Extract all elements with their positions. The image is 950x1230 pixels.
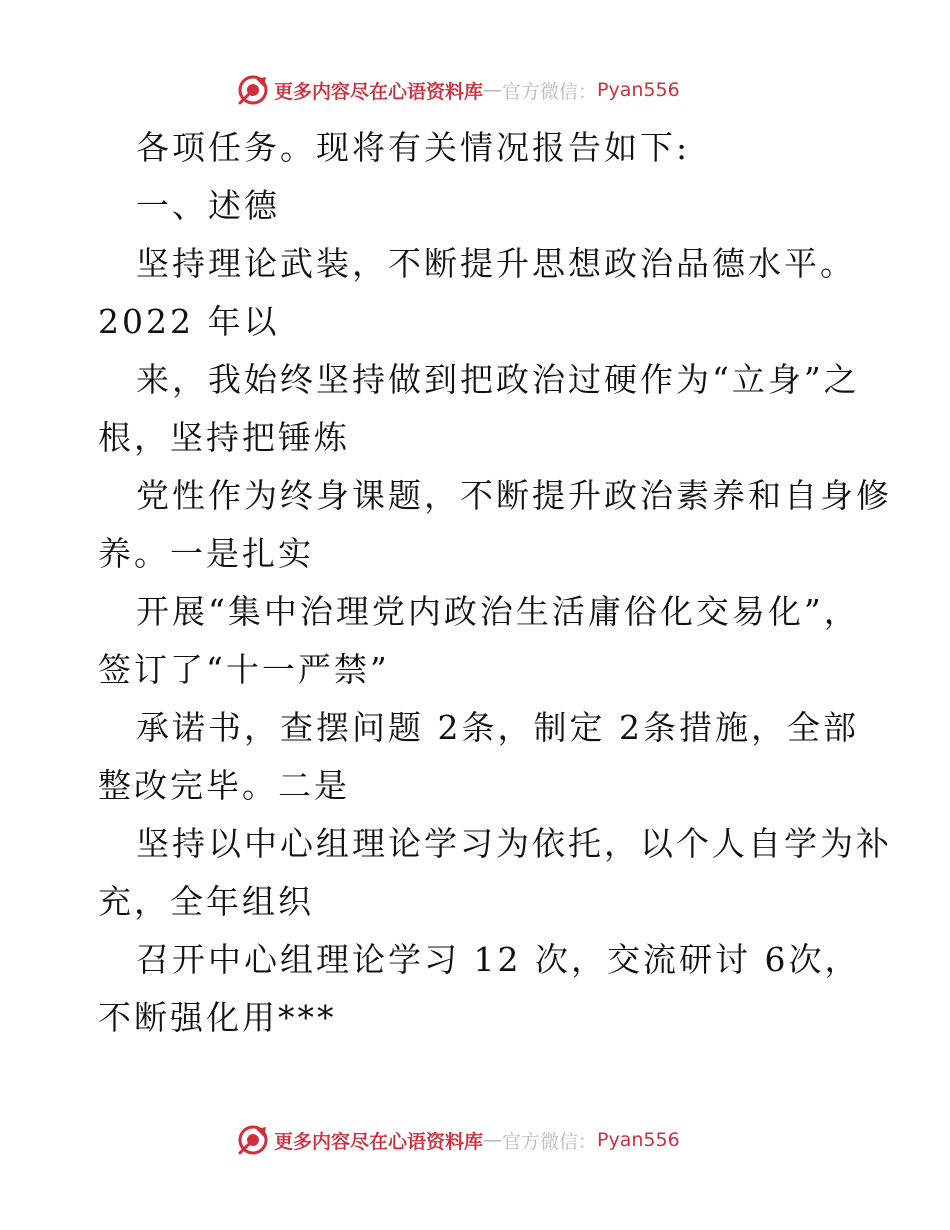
body-line: 坚持以中心组理论学习为依托，以个人自学为补 bbox=[136, 824, 892, 863]
watermark-wechat-label: 官方微信： bbox=[502, 1130, 598, 1153]
section-heading: 一、述德 bbox=[136, 186, 280, 225]
watermark-main-text: 更多内容尽在心语资料库 bbox=[274, 1130, 484, 1153]
body-line: 2022 年以 bbox=[98, 302, 280, 341]
body-line: 各项任务。现将有关情况报告如下: bbox=[136, 128, 691, 167]
footer-watermark bbox=[236, 1122, 796, 1158]
body-line: 不断强化用*** bbox=[98, 998, 337, 1037]
watermark-dash: — bbox=[483, 1129, 503, 1151]
watermark-main-text: 更多内容尽在心语资料库 bbox=[274, 80, 484, 103]
body-line: 整改完毕。二是 bbox=[98, 766, 350, 805]
body-line: 开展“集中治理党内政治生活庸俗化交易化”， bbox=[136, 592, 860, 631]
watermark-wechat-id: Pyan556 bbox=[597, 79, 680, 101]
body-line: 签订了“十一严禁” bbox=[98, 650, 390, 689]
body-line: 充，全年组织 bbox=[98, 882, 314, 921]
body-line: 召开中心组理论学习 12 次，交流研讨 6次， bbox=[136, 940, 861, 979]
body-line: 坚持理论武装，不断提升思想政治品德水平。 bbox=[136, 244, 856, 283]
header-watermark bbox=[236, 72, 796, 108]
watermark-wechat-label: 官方微信： bbox=[502, 80, 598, 103]
body-line: 养。一是扎实 bbox=[98, 534, 314, 573]
watermark-dash: — bbox=[483, 79, 503, 101]
pen-logo-icon bbox=[236, 1123, 270, 1157]
body-line: 承诺书，查摆问题 2条，制定 2条措施，全部 bbox=[136, 708, 859, 747]
body-line: 根，坚持把锤炼 bbox=[98, 418, 350, 457]
pen-logo-icon bbox=[236, 73, 270, 107]
body-line: 来，我始终坚持做到把政治过硬作为“立身”之 bbox=[136, 360, 860, 399]
body-line: 党性作为终身课题，不断提升政治素养和自身修 bbox=[136, 476, 892, 515]
watermark-wechat-id: Pyan556 bbox=[597, 1129, 680, 1151]
